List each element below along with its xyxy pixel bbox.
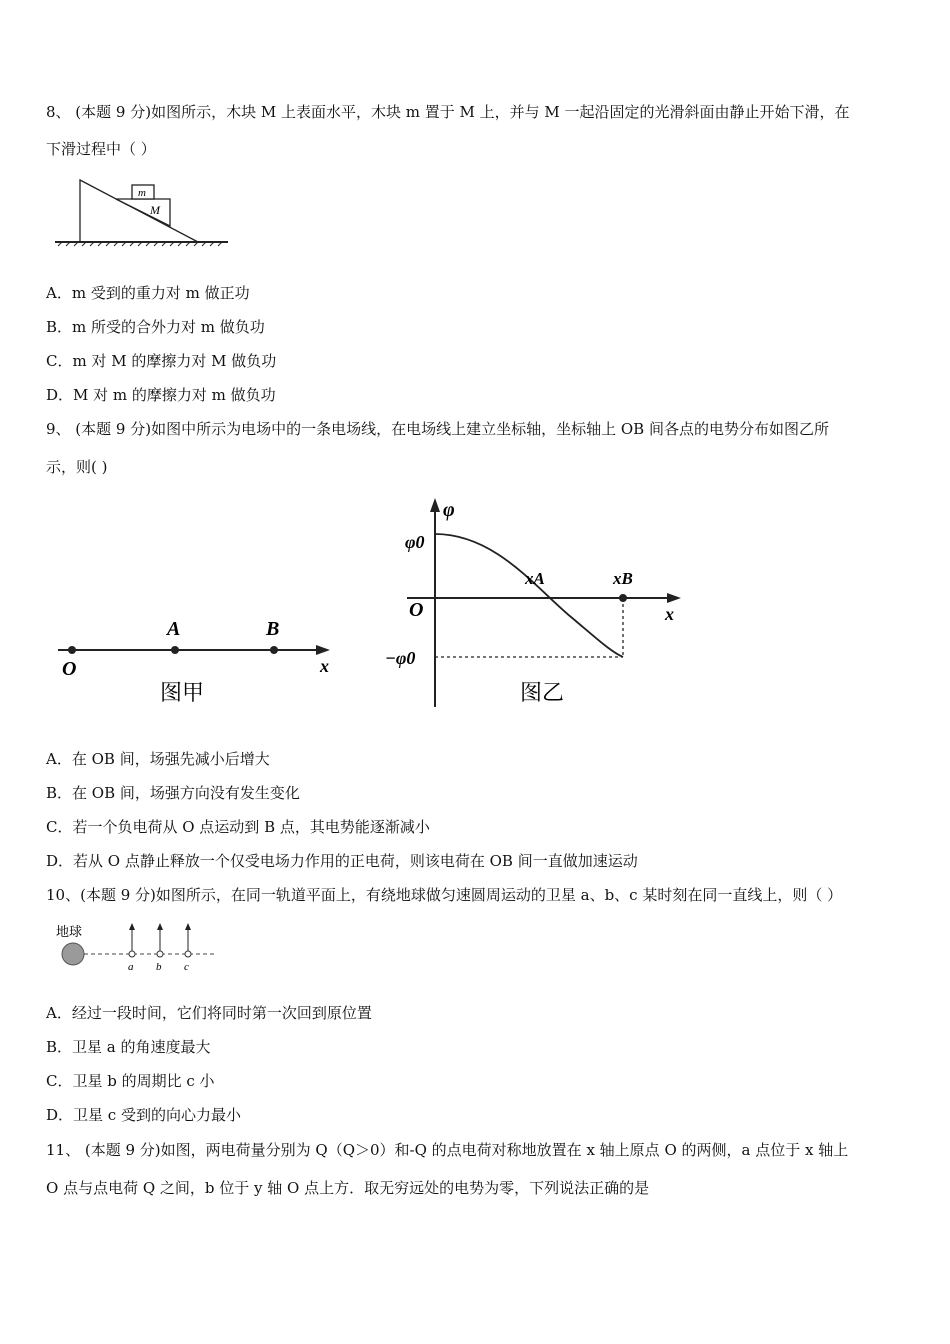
earth-label: 地球 bbox=[56, 924, 83, 939]
point-O bbox=[68, 646, 76, 654]
velocity-b-arrow bbox=[157, 923, 163, 930]
q10-option-c: C．卫星 b 的周期比 c 小 bbox=[46, 1072, 215, 1090]
point-xB bbox=[619, 594, 627, 602]
label-A: A bbox=[167, 618, 181, 640]
q9-stem-line1: 9、 (本题 9 分)如图中所示为电场中的一条电场线，在电场线上建立坐标轴，坐标轴上 OB 间各点的电势分布如图乙所 bbox=[46, 420, 829, 438]
x-axis-arrow bbox=[667, 593, 681, 603]
label-xA: xA bbox=[525, 569, 545, 588]
potential-curve bbox=[435, 534, 623, 657]
label-B: B bbox=[266, 618, 280, 640]
q8-option-a: A．m 受到的重力对 m 做正功 bbox=[46, 284, 250, 302]
field-line-arrow bbox=[316, 645, 330, 655]
label-xB: xB bbox=[613, 569, 633, 588]
block-M-label: M bbox=[150, 203, 160, 217]
q9-option-a: A．在 OB 间，场强先减小后增大 bbox=[46, 750, 270, 768]
q8-option-c: C．m 对 M 的摩擦力对 M 做负功 bbox=[46, 352, 277, 370]
earth-globe bbox=[62, 943, 84, 965]
velocity-a-arrow bbox=[129, 923, 135, 930]
q9-option-c: C．若一个负电荷从 O 点运动到 B 点，其电势能逐渐减小 bbox=[46, 818, 430, 836]
label-b: b bbox=[156, 961, 162, 973]
q11-stem-line1: 11、 (本题 9 分)如图，两电荷量分别为 Q（Q＞0）和-Q 的点电荷对称地放置在 x 轴上原点 O 的两侧，a 点位于 x 轴上 bbox=[46, 1141, 849, 1159]
q8-stem-line1: 8、 (本题 9 分)如图所示，木块 M 上表面水平，木块 m 置于 M 上，并与 M 一起沿固定的光滑斜面由静止开始下滑，在 bbox=[46, 103, 850, 121]
label-phi: φ bbox=[443, 499, 455, 521]
caption-yi: 图乙 bbox=[520, 680, 565, 705]
q11-stem-line2: O 点与点电荷 Q 之间，b 位于 y 轴 O 点上方．取无穷远处的电势为零，下列说法正确的是 bbox=[46, 1179, 650, 1197]
block-m-label: m bbox=[138, 187, 146, 199]
satellite-c bbox=[185, 951, 191, 957]
phi-axis-arrow bbox=[430, 498, 440, 512]
velocity-c-arrow bbox=[185, 923, 191, 930]
q8-option-d: D．M 对 m 的摩擦力对 m 做负功 bbox=[46, 386, 276, 404]
label-x: x bbox=[665, 604, 674, 624]
label-a: a bbox=[128, 961, 134, 973]
label-O: O bbox=[62, 658, 77, 680]
q10-satellite-figure bbox=[52, 918, 222, 978]
label-neg-phi0: −φ0 bbox=[385, 648, 416, 668]
satellite-b bbox=[157, 951, 163, 957]
q8-option-b: B．m 所受的合外力对 m 做负功 bbox=[46, 318, 265, 336]
q9-figure-jia bbox=[50, 495, 350, 715]
q10-option-d: D．卫星 c 受到的向心力最小 bbox=[46, 1106, 241, 1124]
label-O: O bbox=[409, 599, 424, 621]
block-M bbox=[116, 199, 170, 226]
q9-stem-line2: 示，则( ) bbox=[46, 458, 108, 476]
q8-stem-line2: 下滑过程中（ ） bbox=[46, 140, 156, 158]
point-B bbox=[270, 646, 278, 654]
label-c: c bbox=[184, 961, 189, 973]
q8-incline-figure bbox=[50, 172, 240, 252]
satellite-a bbox=[129, 951, 135, 957]
q10-option-b: B．卫星 a 的角速度最大 bbox=[46, 1038, 211, 1056]
q9-option-d: D．若从 O 点静止释放一个仅受电场力作用的正电荷，则该电荷在 OB 间一直做加速运动 bbox=[46, 852, 638, 870]
q10-option-a: A．经过一段时间，它们将同时第一次回到原位置 bbox=[46, 1004, 372, 1022]
q9-figure-yi bbox=[385, 492, 695, 717]
point-A bbox=[171, 646, 179, 654]
label-x: x bbox=[320, 656, 329, 676]
caption-jia: 图甲 bbox=[160, 680, 205, 705]
q10-stem-line1: 10、(本题 9 分)如图所示，在同一轨道平面上，有绕地球做匀速圆周运动的卫星 a、b、c 某时刻在同一直线上，则（ ） bbox=[46, 886, 843, 904]
q9-option-b: B．在 OB 间，场强方向没有发生变化 bbox=[46, 784, 300, 802]
label-phi0: φ0 bbox=[405, 532, 425, 552]
